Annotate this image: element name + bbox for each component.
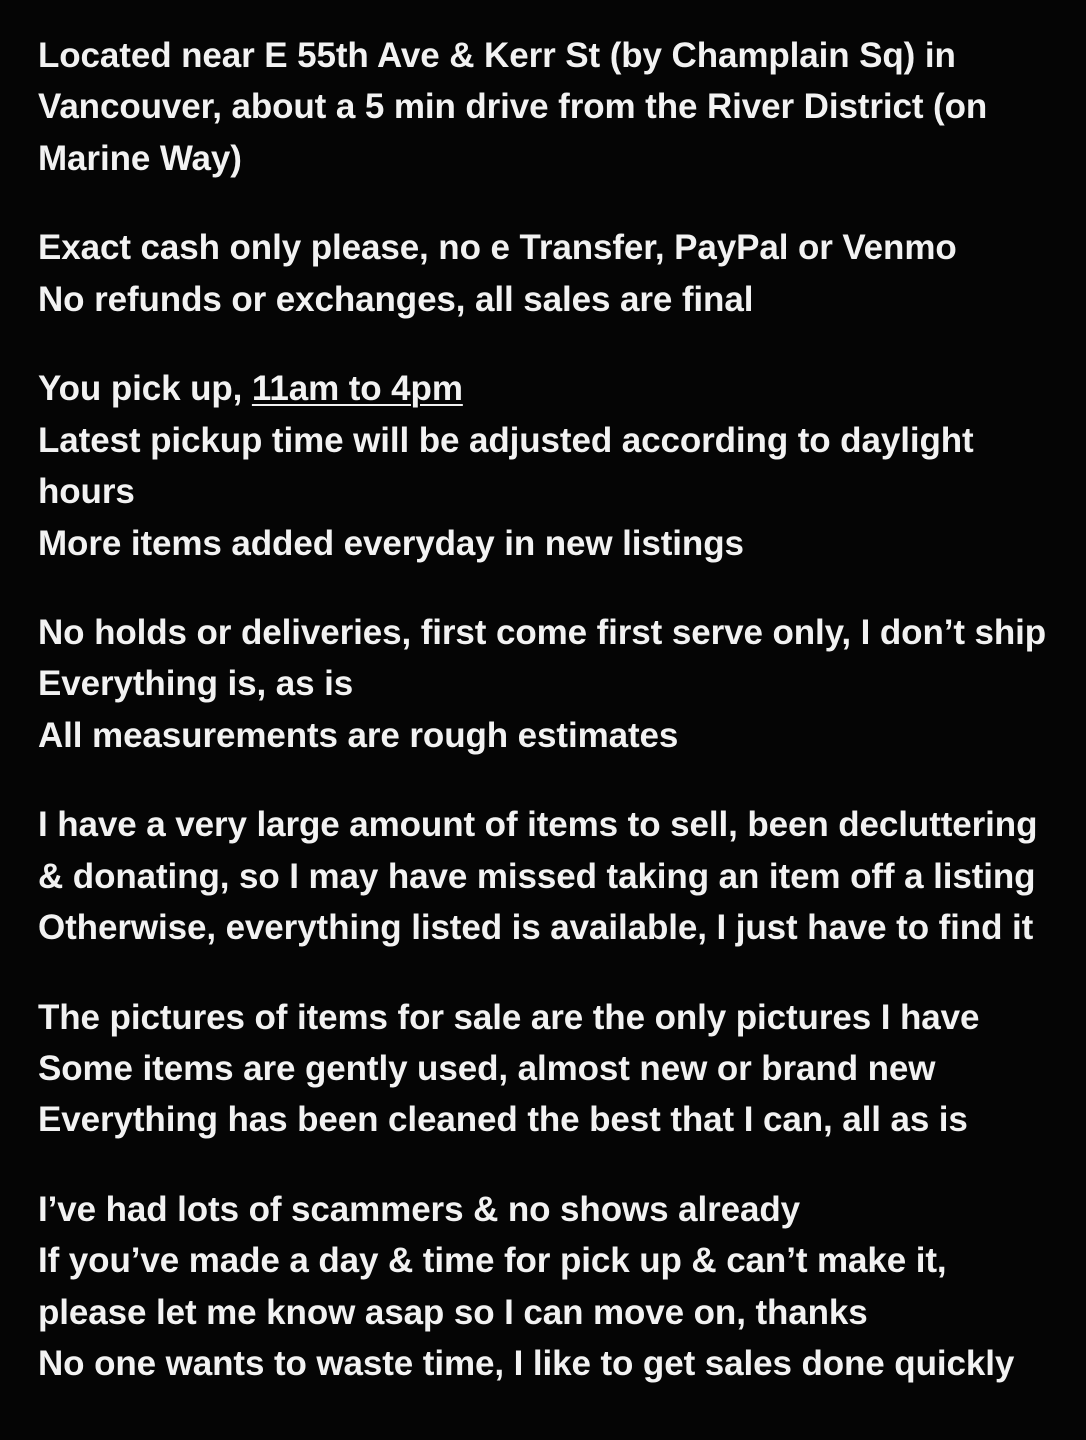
text-line: Everything has been cleaned the best that I can, all as is <box>38 1100 968 1140</box>
pickup-hours: 11am to 4pm <box>251 369 463 409</box>
paragraph-scammers <box>38 1184 1048 1390</box>
text-line: Otherwise, everything listed is available, I just have to find it <box>38 908 1034 948</box>
text-line: Everything is, as is <box>38 664 354 704</box>
paragraph-location <box>38 30 1048 184</box>
text-line: If you’ve made a day & time for pick up & can’t make it, please let me know asap so I can move on, thanks <box>38 1241 957 1332</box>
paragraph-inventory <box>38 799 1048 953</box>
text-line: More items added everyday in new listings <box>38 523 744 563</box>
text-line: No refunds or exchanges, all sales are final <box>38 279 754 319</box>
text-line: Latest pickup time will be adjusted according to daylight hours <box>38 420 984 512</box>
paragraph-pickup <box>38 363 1048 569</box>
pickup-prefix: You pick up, <box>38 369 252 409</box>
text-line: I’ve had lots of scammers & no shows already <box>38 1189 800 1229</box>
text-line: Some items are gently used, almost new or brand new <box>38 1049 936 1088</box>
text-line-pickup-hours <box>38 363 1048 414</box>
text-line: No one wants to waste time, I like to get sales done quickly <box>38 1344 1015 1384</box>
text-line: All measurements are rough estimates <box>38 715 679 755</box>
text-line: I have a very large amount of items to sell, been decluttering & donating, so I may have missed taking an item off a listing <box>38 805 1047 896</box>
text-line: Exact cash only please, no e Transfer, PayPal or Venmo <box>38 228 957 268</box>
paragraph-pictures <box>38 992 1048 1146</box>
paragraph-payment <box>38 222 1048 325</box>
text-line: The pictures of items for sale are the only pictures I have <box>38 997 980 1037</box>
text-line: Located near E 55th Ave & Kerr St (by Champlain Sq) in Vancouver, about a 5 min drive from the River District (on Marine Way) <box>38 36 997 178</box>
paragraph-conditions <box>38 607 1048 761</box>
text-line: No holds or deliveries, first come first serve only, I don’t ship <box>38 612 1047 652</box>
